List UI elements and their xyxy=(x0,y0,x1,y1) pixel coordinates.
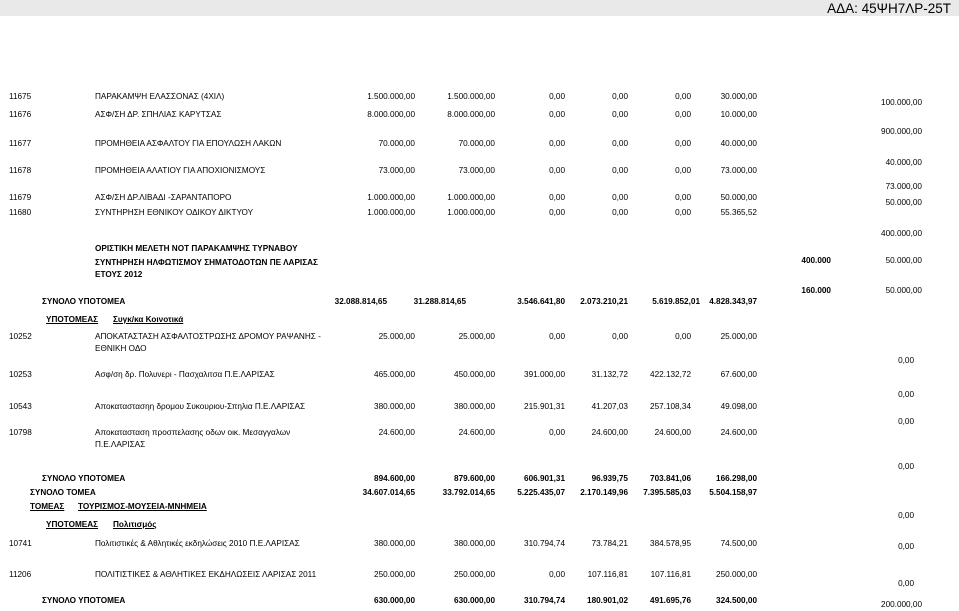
amount: 74.500,00 xyxy=(720,539,757,548)
project-code: 10253 xyxy=(9,370,32,379)
amount: 324.500,00 xyxy=(716,596,757,605)
amount: 30.000,00 xyxy=(720,92,757,101)
amount: 73.000,00 xyxy=(720,166,757,175)
amount: 24.600,00 xyxy=(458,428,495,437)
amount: 310.794,74 xyxy=(524,596,565,605)
amount: 0,00 xyxy=(549,332,565,341)
amount: 40.000,00 xyxy=(720,139,757,148)
project-code: 11206 xyxy=(9,570,32,579)
amount: 70.000,00 xyxy=(378,139,415,148)
project-description: Ασφ/ση δρ. Πολυνερι - Πασχαλιτσα Π.Ε.ΛΑΡΙΣΑΣ xyxy=(95,370,275,379)
amount: 391.000,00 xyxy=(524,370,565,379)
amount: 380.000,00 xyxy=(374,539,415,548)
amount: 96.939,75 xyxy=(591,474,628,483)
amount: 257.108,34 xyxy=(650,402,691,411)
side-value: 50.000,00 xyxy=(885,256,922,265)
project-code: 11680 xyxy=(9,208,32,217)
amount: 703.841,06 xyxy=(650,474,691,483)
amount: 4.828.343,97 xyxy=(709,297,757,306)
project-description: ΑΣΦ/ΣΗ ΔΡ. ΣΠΗΛΙΑΣ ΚΑΡΥΤΣΑΣ xyxy=(95,110,222,119)
amount: 8.000.000,00 xyxy=(367,110,415,119)
amount: 380.000,00 xyxy=(454,539,495,548)
amount: 1.500.000,00 xyxy=(447,92,495,101)
side-value: 50.000,00 xyxy=(885,198,922,207)
amount: 250.000,00 xyxy=(454,570,495,579)
project-description: Πολιτιστικές & Αθλητικές εκδηλώσεις 2010 Π.Ε.ΛΑΡΙΣΑΣ xyxy=(95,539,300,548)
side-value: 73.000,00 xyxy=(885,182,922,191)
amount: 0,00 xyxy=(675,166,691,175)
side-value: 400.000 xyxy=(801,256,831,265)
project-description: ΣΥΝΤΗΡΗΣΗ ΕΘΝΙΚΟΥ ΟΔΙΚΟΥ ΔΙΚΤΥΟΥ xyxy=(95,208,254,217)
side-value: 50.000,00 xyxy=(885,286,922,295)
amount: 0,00 xyxy=(612,208,628,217)
amount: 380.000,00 xyxy=(374,402,415,411)
note-title: ΟΡΙΣΤΙΚΗ ΜΕΛΕΤΗ ΝΟΤ ΠΑΡΑΚΑΜΨΗΣ ΤΥΡΝΑΒΟΥ xyxy=(95,244,298,253)
project-code: 11678 xyxy=(9,166,32,175)
side-value: 100.000,00 xyxy=(881,98,922,107)
amount: 32.088.814,65 xyxy=(334,297,387,306)
amount: 24.600,00 xyxy=(720,428,757,437)
amount: 70.000,00 xyxy=(458,139,495,148)
amount: 0,00 xyxy=(549,166,565,175)
side-value: 0,00 xyxy=(898,542,914,551)
amount: 10.000,00 xyxy=(720,110,757,119)
project-code: 10252 xyxy=(9,332,32,341)
side-value: 400.000,00 xyxy=(881,229,922,238)
project-code: 11675 xyxy=(9,92,32,101)
project-description: ΠΟΛΙΤΙΣΤΙΚΕΣ & ΑΘΛΗΤΙΚΕΣ ΕΚΔΗΛΩΣΕΙΣ ΛΑΡΙΣΑΣ 2011 xyxy=(95,570,317,579)
amount: 24.600,00 xyxy=(378,428,415,437)
amount: 25.000,00 xyxy=(458,332,495,341)
side-value: 0,00 xyxy=(898,390,914,399)
sector-total-label: ΣΥΝΟΛΟ ΤΟΜΕΑ xyxy=(30,488,96,497)
sector-name: ΤΟΥΡΙΣΜΟΣ-ΜΟΥΣΕΙΑ-ΜΝΗΜΕΙΑ xyxy=(78,502,207,511)
amount: 0,00 xyxy=(549,110,565,119)
amount: 380.000,00 xyxy=(454,402,495,411)
subtotal-label: ΣΥΝΟΛΟ ΥΠΟΤΟΜΕΑ xyxy=(42,474,126,483)
amount: 2.170.149,96 xyxy=(580,488,628,497)
note-title: ΣΥΝΤΗΡΗΣΗ ΗΛΦΩΤΙΣΜΟΥ ΣΗΜΑΤΟΔΟΤΩΝ ΠΕ ΛΑΡΙΣΑΣ xyxy=(95,258,318,267)
project-description: ΠΡΟΜΗΘΕΙΑ ΑΛΑΤΙΟΥ ΓΙΑ ΑΠΟΧΙΟΝΙΣΜΟΥΣ xyxy=(95,166,266,175)
amount: 49.098,00 xyxy=(720,402,757,411)
amount: 33.792.014,65 xyxy=(442,488,495,497)
side-value: 0,00 xyxy=(898,417,914,426)
amount: 166.298,00 xyxy=(716,474,757,483)
amount: 180.901,02 xyxy=(587,596,628,605)
amount: 50.000,00 xyxy=(720,193,757,202)
amount: 0,00 xyxy=(549,139,565,148)
side-value: 160.000 xyxy=(801,286,831,295)
amount: 250.000,00 xyxy=(716,570,757,579)
project-code: 10798 xyxy=(9,428,32,437)
amount: 0,00 xyxy=(549,208,565,217)
amount: 73.000,00 xyxy=(378,166,415,175)
amount: 3.546.641,80 xyxy=(517,297,565,306)
amount: 0,00 xyxy=(675,139,691,148)
side-value: 900.000,00 xyxy=(881,127,922,136)
amount: 0,00 xyxy=(549,428,565,437)
amount: 894.600,00 xyxy=(374,474,415,483)
amount: 8.000.000,00 xyxy=(447,110,495,119)
project-description: ΑΣΦ/ΣΗ ΔΡ.ΛΙΒΑΔΙ -ΣΑΡΑΝΤΑΠΟΡΟ xyxy=(95,193,232,202)
side-value: 200.000,00 xyxy=(881,600,922,609)
side-value: 0,00 xyxy=(898,462,914,471)
amount: 630.000,00 xyxy=(374,596,415,605)
side-value: 0,00 xyxy=(898,579,914,588)
side-value: 0,00 xyxy=(898,511,914,520)
header-bar xyxy=(0,0,959,16)
amount: 450.000,00 xyxy=(454,370,495,379)
amount: 0,00 xyxy=(612,193,628,202)
amount: 491.695,76 xyxy=(650,596,691,605)
amount: 465.000,00 xyxy=(374,370,415,379)
amount: 1.000.000,00 xyxy=(447,208,495,217)
amount: 73.784,21 xyxy=(591,539,628,548)
project-code: 11679 xyxy=(9,193,32,202)
subsector-label: ΥΠΟΤΟΜΕΑΣ xyxy=(46,520,99,529)
amount: 73.000,00 xyxy=(458,166,495,175)
amount: 0,00 xyxy=(675,110,691,119)
amount: 7.395.585,03 xyxy=(643,488,691,497)
amount: 0,00 xyxy=(675,193,691,202)
amount: 5.225.435,07 xyxy=(517,488,565,497)
amount: 1.000.000,00 xyxy=(367,208,415,217)
subsector-label: ΥΠΟΤΟΜΕΑΣ xyxy=(46,315,99,324)
amount: 0,00 xyxy=(675,332,691,341)
subsector-name: Συγκ/κα Κοινοτικά xyxy=(113,315,184,324)
amount: 5.504.158,97 xyxy=(709,488,757,497)
amount: 0,00 xyxy=(675,92,691,101)
subsector-name: Πολιτισμός xyxy=(113,520,157,529)
amount: 0,00 xyxy=(549,193,565,202)
amount: 0,00 xyxy=(612,332,628,341)
project-code: 11677 xyxy=(9,139,32,148)
amount: 215.901,31 xyxy=(524,402,565,411)
amount: 0,00 xyxy=(549,92,565,101)
project-code: 10543 xyxy=(9,402,32,411)
amount: 0,00 xyxy=(612,166,628,175)
amount: 0,00 xyxy=(549,570,565,579)
project-description: Αποκατασταση προσπελασης οδων οικ. Μεσαγγαλων xyxy=(95,428,291,437)
amount: 422.132,72 xyxy=(650,370,691,379)
amount: 384.578,95 xyxy=(650,539,691,548)
amount: 1.000.000,00 xyxy=(447,193,495,202)
amount: 630.000,00 xyxy=(454,596,495,605)
project-description: Αποκαταστασηη δρομου Συκουριου-Σπηλια Π.Ε.ΛΑΡΙΣΑΣ xyxy=(95,402,306,411)
side-value: 0,00 xyxy=(898,356,914,365)
amount: 5.619.852,01 xyxy=(652,297,700,306)
amount: 250.000,00 xyxy=(374,570,415,579)
amount: 1.000.000,00 xyxy=(367,193,415,202)
amount: 107.116,81 xyxy=(587,570,628,579)
subtotal-label: ΣΥΝΟΛΟ ΥΠΟΤΟΜΕΑ xyxy=(42,297,126,306)
amount: 0,00 xyxy=(675,208,691,217)
amount: 41.207,03 xyxy=(591,402,628,411)
amount: 606.901,31 xyxy=(524,474,565,483)
amount: 31.288.814,65 xyxy=(413,297,466,306)
project-description: ΑΠΟΚΑΤΑΣΤΑΣΗ ΑΣΦΑΛΤΟΣΤΡΩΣΗΣ ΔΡΟΜΟΥ ΡΑΨΑΝΗΣ - xyxy=(95,332,321,341)
amount: 879.600,00 xyxy=(454,474,495,483)
amount: 2.073.210,21 xyxy=(580,297,628,306)
amount: 0,00 xyxy=(612,92,628,101)
subtotal-label: ΣΥΝΟΛΟ ΥΠΟΤΟΜΕΑ xyxy=(42,596,126,605)
project-description-line2: Π.Ε.ΛΑΡΙΣΑΣ xyxy=(95,440,146,449)
amount: 34.607.014,65 xyxy=(362,488,415,497)
note-title: ΕΤΟΥΣ 2012 xyxy=(95,270,143,279)
amount: 24.600,00 xyxy=(654,428,691,437)
amount: 0,00 xyxy=(612,139,628,148)
amount: 24.600,00 xyxy=(591,428,628,437)
ada-code: ΑΔΑ: 45ΨΗ7ΛΡ-25Τ xyxy=(827,1,951,16)
amount: 55.365,52 xyxy=(720,208,757,217)
sector-label: ΤΟΜΕΑΣ xyxy=(30,502,65,511)
project-description: ΠΡΟΜΗΘΕΙΑ ΑΣΦΑΛΤΟΥ ΓΙΑ ΕΠΟΥΛΩΣΗ ΛΑΚΩΝ xyxy=(95,139,282,148)
project-code: 10741 xyxy=(9,539,32,548)
amount: 25.000,00 xyxy=(378,332,415,341)
amount: 25.000,00 xyxy=(720,332,757,341)
amount: 0,00 xyxy=(612,110,628,119)
project-code: 11676 xyxy=(9,110,32,119)
amount: 67.600,00 xyxy=(720,370,757,379)
amount: 31.132,72 xyxy=(591,370,628,379)
project-description-line2: ΕΘΝΙΚΗ ΟΔΟ xyxy=(95,344,147,353)
amount: 107.116,81 xyxy=(650,570,691,579)
amount: 1.500.000,00 xyxy=(367,92,415,101)
side-value: 40.000,00 xyxy=(885,158,922,167)
project-description: ΠΑΡΑΚΑΜΨΗ ΕΛΑΣΣΟΝΑΣ (4ΧΙΛ) xyxy=(95,92,225,101)
amount: 310.794,74 xyxy=(524,539,565,548)
